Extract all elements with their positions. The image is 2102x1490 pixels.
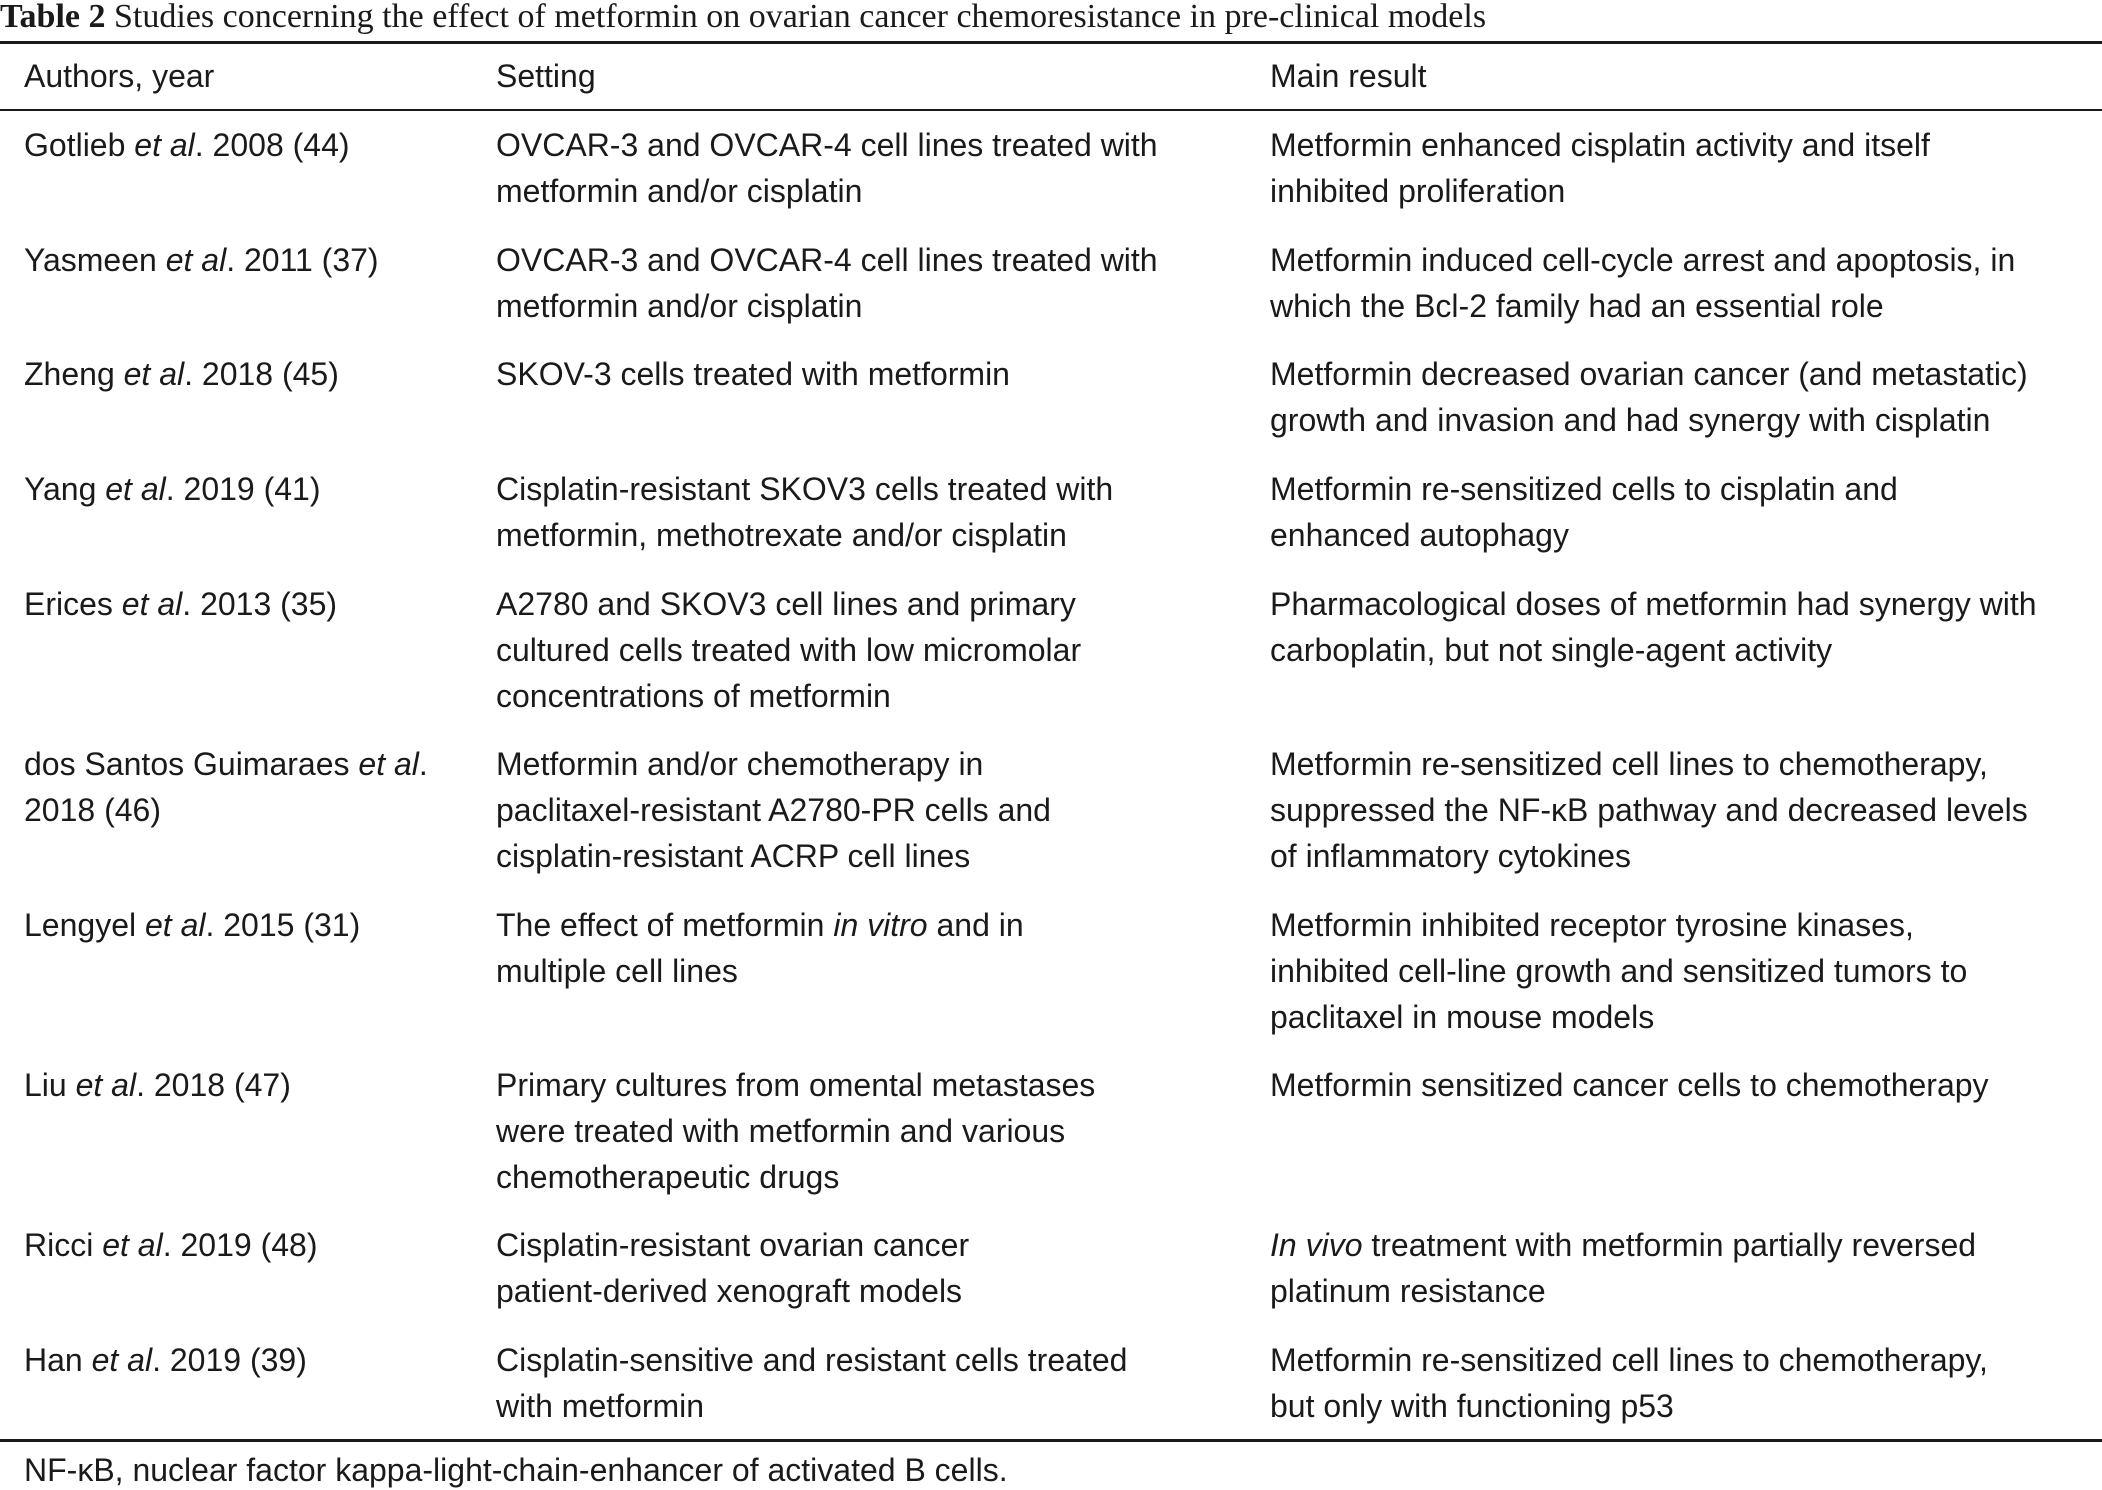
table-row-author: dos Santos Guimaraes et al. 2018 (46) (24, 746, 428, 828)
table-row-setting: A2780 and SKOV3 cell lines and primary cultured cells treated with low micromolar concentrations of metformin (496, 586, 1082, 714)
table-row-result: In vivo treatment with metformin partially reversed platinum resistance (1270, 1227, 1977, 1309)
top-rule (0, 41, 2102, 44)
table-row-author: Ricci et al. 2019 (48) (24, 1227, 318, 1263)
table-caption-text: Studies concerning the effect of metformin on ovarian cancer chemoresistance in pre-clinical models (114, 0, 1487, 35)
table-row-setting: Metformin and/or chemotherapy in paclitaxel-resistant A2780-PR cells and cisplatin-resistant ACRP cell lines (496, 746, 1051, 874)
table-row-author: Yasmeen et al. 2011 (37) (24, 242, 379, 278)
table-row-author: Lengyel et al. 2015 (31) (24, 907, 361, 943)
table-row-setting: Cisplatin-sensitive and resistant cells treated with metformin (496, 1342, 1128, 1424)
table-row-result: Metformin re-sensitized cell lines to chemotherapy, but only with functioning p53 (1270, 1342, 1988, 1424)
bottom-rule (0, 1439, 2102, 1442)
table-row-result: Metformin decreased ovarian cancer (and metastatic) growth and invasion and had synergy with cisplatin (1270, 356, 2028, 438)
table-row-author: Liu et al. 2018 (47) (24, 1067, 291, 1103)
table-caption (0, 0, 1486, 40)
table-row-setting: SKOV-3 cells treated with metformin (496, 356, 1010, 392)
table-footnote: NF-κB, nuclear factor kappa-light-chain-enhancer of activated B cells. (24, 1452, 1008, 1488)
header-rule (0, 109, 2102, 111)
table-row-setting: The effect of metformin in vitro and in multiple cell lines (496, 907, 1024, 989)
table-row-author: Gotlieb et al. 2008 (44) (24, 127, 350, 163)
table-row-result: Metformin inhibited receptor tyrosine kinases, inhibited cell-line growth and sensitized tumors to paclitaxel in mouse models (1270, 907, 1968, 1035)
table-row-author: Yang et al. 2019 (41) (24, 471, 321, 507)
table-row-result: Metformin induced cell-cycle arrest and apoptosis, in which the Bcl-2 family had an essential role (1270, 242, 2016, 324)
table-row-author: Han et al. 2019 (39) (24, 1342, 307, 1378)
table-caption-label: Table 2 (0, 0, 106, 35)
table-row-author: Zheng et al. 2018 (45) (24, 356, 339, 392)
table-row-setting: Cisplatin-resistant ovarian cancer patient-derived xenograft models (496, 1227, 970, 1309)
table-row-result: Metformin re-sensitized cell lines to chemotherapy, suppressed the NF-κB pathway and decreased levels of inflammatory cytokines (1270, 746, 2028, 874)
header-authors: Authors, year (24, 58, 215, 94)
header-result: Main result (1270, 58, 1427, 94)
table-row-result: Metformin re-sensitized cells to cisplatin and enhanced autophagy (1270, 471, 1898, 553)
header-setting: Setting (496, 58, 596, 94)
table-row-result: Pharmacological doses of metformin had synergy with carboplatin, but not single-agent activity (1270, 586, 2037, 668)
table-row-result: Metformin sensitized cancer cells to chemotherapy (1270, 1067, 1989, 1103)
table-row-setting: OVCAR-3 and OVCAR-4 cell lines treated with metformin and/or cisplatin (496, 242, 1158, 324)
table-row-setting: OVCAR-3 and OVCAR-4 cell lines treated with metformin and/or cisplatin (496, 127, 1158, 209)
table-row-setting: Primary cultures from omental metastases were treated with metformin and various chemotherapeutic drugs (496, 1067, 1096, 1195)
table-row-author: Erices et al. 2013 (35) (24, 586, 338, 622)
table-row-result: Metformin enhanced cisplatin activity and itself inhibited proliferation (1270, 127, 1930, 209)
table-row-setting: Cisplatin-resistant SKOV3 cells treated with metformin, methotrexate and/or cisplatin (496, 471, 1114, 553)
